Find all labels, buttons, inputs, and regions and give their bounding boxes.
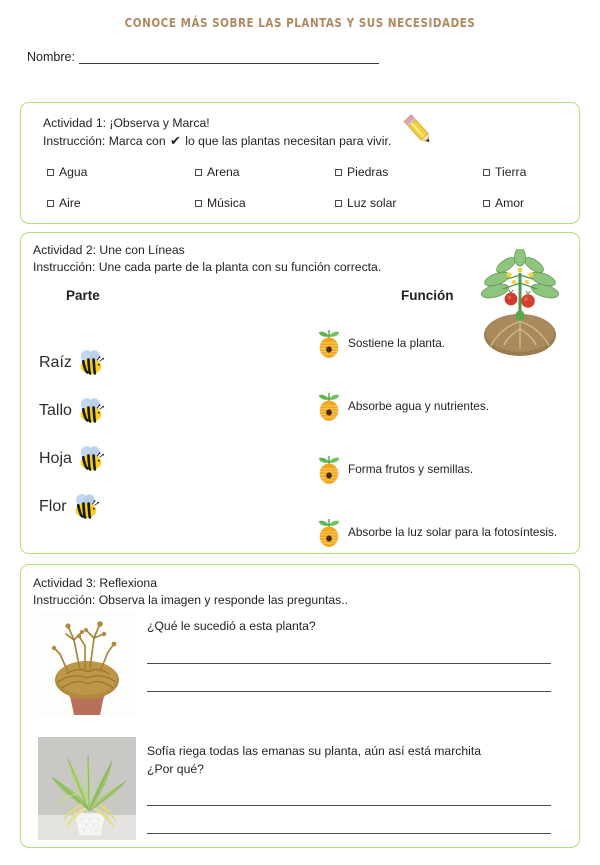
question-text-line-2: ¿Por qué? <box>147 761 204 776</box>
checkbox-option-luz-solar[interactable] <box>335 196 483 210</box>
question-text-line-1: Sofía riega todas las emanas su planta, aún así está marchita <box>147 744 481 758</box>
checkbox-icon[interactable] <box>47 200 54 207</box>
checkbox-option-arena[interactable] <box>195 165 335 179</box>
part-label: Flor <box>39 498 67 515</box>
activity-1-box <box>20 102 580 224</box>
activity-2-parts-column <box>39 339 229 531</box>
beehive-icon <box>316 517 342 547</box>
function-row-forma-frutos[interactable] <box>316 437 586 500</box>
part-row-raiz[interactable] <box>39 339 229 387</box>
name-field-row <box>27 50 600 64</box>
checkbox-option-amor[interactable] <box>483 196 569 210</box>
activity-1-instruction-before: Instrucción: Marca con <box>43 134 166 149</box>
function-label: Absorbe la luz solar para la fotosíntesis. <box>348 524 558 539</box>
activity-2-heading: Actividad 2: Une con Líneas <box>33 243 185 257</box>
activity-1-header <box>21 103 579 151</box>
part-row-hoja[interactable] <box>39 435 229 483</box>
answer-line[interactable] <box>147 778 551 806</box>
activity-3-question-1 <box>21 612 579 692</box>
checkbox-option-tierra[interactable] <box>483 165 569 179</box>
activity-3-header <box>21 565 579 610</box>
activity-1-instruction-after: lo que las plantas necesitan para vivir. <box>185 134 392 149</box>
checkbox-option-musica[interactable] <box>195 196 335 210</box>
activity-2-instruction: Instrucción: Une cada parte de la planta con su función correcta. <box>33 260 382 275</box>
checkbox-option-aire[interactable] <box>47 196 195 210</box>
function-label: Forma frutos y semillas. <box>348 461 474 476</box>
name-label: Nombre: <box>27 49 75 64</box>
bee-icon <box>76 398 106 424</box>
activity-1-instruction <box>43 132 579 150</box>
activity-2-box <box>20 232 580 554</box>
answer-line[interactable] <box>147 664 551 692</box>
answer-line[interactable] <box>147 636 551 664</box>
beehive-icon <box>316 328 342 358</box>
column-header-parte: Parte <box>66 288 100 303</box>
function-label: Absorbe agua y nutrientes. <box>348 398 489 413</box>
checkbox-label: Aire <box>59 196 81 210</box>
bee-icon <box>76 446 106 472</box>
pencil-icon <box>397 109 439 151</box>
activity-3-question-1-body <box>147 612 551 692</box>
question-text <box>147 737 551 778</box>
checkbox-icon[interactable] <box>195 200 202 207</box>
activity-1-options-grid <box>47 165 569 210</box>
activity-3-instruction: Instrucción: Observa la imagen y responde las preguntas.. <box>33 593 349 608</box>
checkbox-icon[interactable] <box>335 169 342 176</box>
part-label: Raíz <box>39 354 72 371</box>
part-label: Tallo <box>39 402 72 419</box>
checkbox-label: Agua <box>59 165 88 179</box>
wilted-plant-photo <box>38 737 136 840</box>
activity-3-question-2 <box>21 737 579 834</box>
checkbox-icon[interactable] <box>47 169 54 176</box>
activity-2-functions-column <box>316 311 586 563</box>
checkbox-label: Arena <box>207 165 240 179</box>
activity-3-question-2-body <box>147 737 551 834</box>
column-header-funcion: Función <box>401 288 454 303</box>
activity-3-heading: Actividad 3: Reflexiona <box>33 576 157 590</box>
checkbox-label: Piedras <box>347 165 389 179</box>
function-row-absorbe-luz[interactable] <box>316 500 586 563</box>
question-text: ¿Qué le sucedió a esta planta? <box>147 619 316 633</box>
checkbox-label: Música <box>207 196 246 210</box>
activity-1-heading: Actividad 1: ¡Observa y Marca! <box>43 116 210 130</box>
checkbox-icon[interactable] <box>483 169 490 176</box>
beehive-icon <box>316 391 342 421</box>
checkbox-option-piedras[interactable] <box>335 165 483 179</box>
checkbox-icon[interactable] <box>195 169 202 176</box>
checkbox-label: Luz solar <box>347 196 397 210</box>
function-row-absorbe-agua[interactable] <box>316 374 586 437</box>
beehive-icon <box>316 454 342 484</box>
checkbox-icon[interactable] <box>483 200 490 207</box>
name-input-blank[interactable] <box>79 51 379 64</box>
checkbox-option-agua[interactable] <box>47 165 195 179</box>
checkmark-icon: ✔ <box>170 133 181 149</box>
part-row-flor[interactable] <box>39 483 229 531</box>
part-label: Hoja <box>39 450 72 467</box>
dead-plant-photo <box>38 612 136 715</box>
activity-3-box <box>20 564 580 848</box>
bee-icon <box>71 494 101 520</box>
page-title: CONOCE MÁS SOBRE LAS PLANTAS Y SUS NECESIDADES <box>124 15 476 30</box>
checkbox-label: Amor <box>495 196 525 210</box>
checkbox-label: Tierra <box>495 165 527 179</box>
answer-line[interactable] <box>147 806 551 834</box>
checkbox-icon[interactable] <box>335 200 342 207</box>
bee-icon <box>76 350 106 376</box>
function-row-sostiene[interactable] <box>316 311 586 374</box>
function-label: Sostiene la planta. <box>348 335 446 350</box>
part-row-tallo[interactable] <box>39 387 229 435</box>
